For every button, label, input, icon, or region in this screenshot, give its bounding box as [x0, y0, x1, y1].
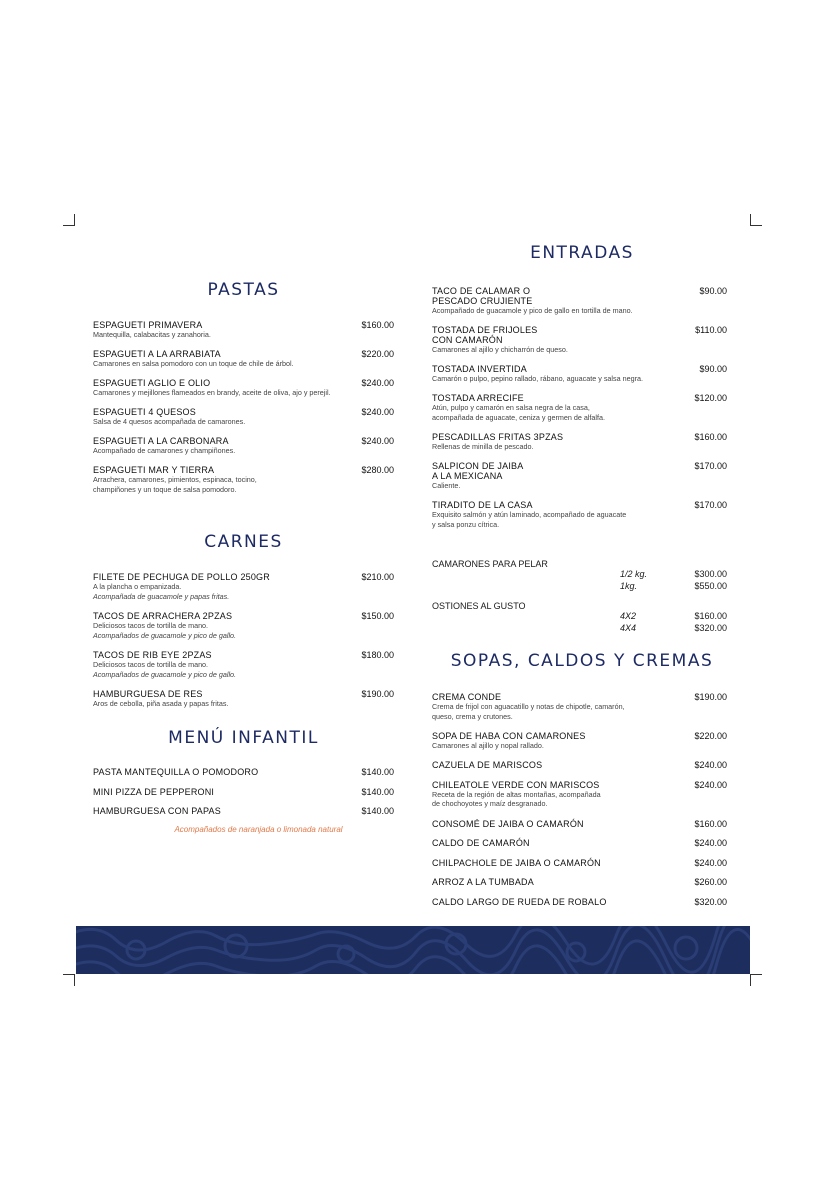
item-desc: Receta de la región de altas montañas, acompañada de chochoyotes y maíz desgranado. — [432, 789, 601, 808]
menu-item — [93, 378, 394, 407]
infantil-title: MENÚ INFANTIL — [168, 728, 319, 748]
item-price: $160.00 — [361, 320, 394, 330]
item-name: CHILPACHOLE DE JAIBA O CAMARÓN — [432, 857, 601, 868]
item-name: FILETE DE PECHUGA DE POLLO 250GR — [93, 572, 270, 582]
item-desc-accomp: Acompañada de guacamole y papas fritas. — [93, 591, 230, 601]
qty-1: 1/2 kg. — [620, 569, 648, 579]
qty-2: 1kg. — [620, 581, 638, 591]
item-price: $190.00 — [361, 689, 394, 699]
item-name: PESCADILLAS FRITAS 3PZAS — [432, 432, 564, 442]
item-price: $240.00 — [361, 407, 394, 417]
item-desc: Crema de frijol con aguacatillo y notas de chipotle, camarón, queso, crema y crutones. — [432, 702, 625, 721]
qty-2: 4X4 — [620, 623, 637, 633]
menu-item — [93, 349, 394, 378]
menu-item — [93, 689, 394, 718]
sopas-list — [432, 692, 727, 916]
item-name: PASTA MANTEQUILLA O POMODORO — [93, 767, 259, 777]
item-desc: Acompañado de camarones y champiñones. — [93, 446, 236, 455]
item-desc: Salsa de 4 quesos acompañada de camarones. — [93, 417, 246, 426]
item-name: ESPAGUETI AGLIO E OLIO — [93, 378, 211, 388]
camarones-block — [432, 559, 727, 591]
menu-item — [432, 393, 727, 432]
menu-item — [432, 819, 727, 839]
item-desc: A la plancha o empanizada. — [93, 582, 182, 591]
item-price: $140.00 — [361, 767, 394, 777]
menu-item — [432, 858, 727, 878]
item-price: $240.00 — [694, 779, 727, 790]
item-desc: Camarón o pulpo, pepino rallado, rábano, aguacate y salsa negra. — [432, 374, 643, 383]
crop-mark-top-left-h — [63, 225, 75, 226]
item-desc: Camarones al ajillo y chicharrón de queso. — [432, 345, 568, 354]
item-price: $240.00 — [694, 857, 727, 868]
menu-item — [432, 325, 727, 364]
menu-item — [93, 806, 394, 826]
item-price: $240.00 — [361, 436, 394, 446]
price-2: $320.00 — [694, 623, 727, 633]
qty-1: 4X2 — [620, 611, 637, 621]
item-name: HAMBURGUESA CON PAPAS — [93, 806, 221, 816]
carnes-title: CARNES — [204, 532, 283, 552]
price-2: $550.00 — [694, 581, 727, 591]
item-price: $240.00 — [694, 760, 727, 770]
item-price: $320.00 — [694, 896, 727, 907]
menu-item — [93, 767, 394, 787]
item-desc: Arrachera, camarones, pimientos, espinaca, tocino, champiñones y un toque de salsa pomodoro. — [93, 475, 257, 494]
item-price: $160.00 — [694, 432, 727, 442]
infantil-note: Acompañados de naranjada o limonada natural — [174, 825, 343, 834]
item-price: $170.00 — [694, 500, 727, 510]
menu-item — [93, 611, 394, 650]
item-desc-accomp: Acompañados de guacamole y pico de gallo. — [93, 630, 237, 640]
menu-item — [432, 731, 727, 760]
menu-item — [93, 650, 394, 689]
item-desc-accomp: Acompañados de guacamole y pico de gallo. — [93, 669, 237, 679]
item-price: $140.00 — [361, 786, 394, 797]
item-name: SOPA DE HABA CON CAMARONES — [432, 731, 586, 741]
crop-mark-top-right-h — [750, 225, 762, 226]
item-name: ESPAGUETI PRIMAVERA — [93, 320, 203, 330]
pastas-title: PASTAS — [207, 280, 280, 300]
sopas-title: SOPAS, CALDOS Y CREMAS — [450, 651, 714, 671]
item-name: ESPAGUETI A LA ARRABIATA — [93, 349, 221, 359]
crop-mark-bottom-left — [74, 974, 75, 986]
item-name: CREMA CONDE — [432, 692, 502, 702]
menu-item — [93, 320, 394, 349]
ostiones-block — [432, 601, 727, 637]
item-price: $170.00 — [694, 461, 727, 471]
infantil-list — [93, 767, 394, 826]
item-desc: Deliciosos tacos de tortilla de mano. — [93, 660, 209, 669]
item-desc: Camarones en salsa pomodoro con un toque de chile de árbol. — [93, 359, 294, 368]
item-name: CAMARONES PARA PELAR — [432, 559, 548, 569]
item-name: TACOS DE RIB EYE 2PZAS — [93, 650, 212, 660]
menu-item — [432, 877, 727, 897]
item-name: OSTIONES AL GUSTO — [432, 601, 526, 611]
pastas-list — [93, 320, 394, 503]
item-name: CALDO DE CAMARÓN — [432, 838, 530, 848]
crop-mark-bottom-right-h — [750, 974, 762, 975]
item-desc: Exquisito salmón y atún laminado, acompañado de aguacate y salsa ponzu cítrica. — [432, 510, 627, 529]
menu-item — [93, 787, 394, 807]
entradas-list — [432, 286, 727, 539]
menu-item — [432, 364, 727, 393]
item-name: TOSTADA INVERTIDA — [432, 364, 527, 374]
menu-item — [432, 500, 727, 539]
item-desc: Acompañado de guacamole y pico de gallo en tortilla de mano. — [432, 306, 633, 315]
item-price: $220.00 — [694, 731, 727, 741]
menu-item — [432, 780, 727, 819]
item-name: TOSTADA ARRECIFE — [432, 393, 524, 403]
item-name: CALDO LARGO DE RUEDA DE ROBALO — [432, 896, 607, 907]
item-name: ESPAGUETI MAR Y TIERRA — [93, 465, 215, 475]
item-name: ARROZ A LA TUMBADA — [432, 877, 534, 887]
menu-item — [432, 286, 727, 325]
menu-item — [93, 465, 394, 503]
item-price: $260.00 — [694, 877, 727, 887]
menu-item — [432, 692, 727, 731]
item-name: ESPAGUETI 4 QUESOS — [93, 407, 196, 417]
item-price: $190.00 — [694, 692, 727, 702]
price-1: $160.00 — [694, 611, 727, 621]
item-name: MINI PIZZA DE PEPPERONI — [93, 786, 215, 797]
item-desc: Camarones y mejillones flameados en brandy, aceite de oliva, ajo y perejil. — [93, 388, 331, 397]
item-desc: Caliente. — [432, 481, 461, 490]
item-name: CHILEATOLE VERDE CON MARISCOS — [432, 779, 600, 790]
item-name: TACOS DE ARRACHERA 2PZAS — [93, 611, 233, 621]
menu-item — [93, 436, 394, 465]
item-name: CAZUELA DE MARISCOS — [432, 760, 543, 770]
item-price: $90.00 — [699, 286, 727, 296]
menu-item — [93, 572, 394, 611]
item-price: $220.00 — [361, 349, 394, 359]
item-price: $240.00 — [694, 838, 727, 848]
crop-mark-bottom-left-h — [63, 974, 75, 975]
menu-item — [432, 461, 727, 500]
item-name: ESPAGUETI A LA CARBONARA — [93, 436, 229, 446]
item-price: $140.00 — [361, 806, 394, 816]
item-price: $90.00 — [699, 364, 727, 374]
item-desc: Rellenas de minilla de pescado. — [432, 442, 534, 451]
item-name: SALPICON DE JAIBA A LA MEXICANA — [432, 461, 524, 481]
menu-item — [432, 838, 727, 858]
item-desc: Deliciosos tacos de tortilla de mano. — [93, 621, 209, 630]
decorative-pattern-band — [76, 926, 750, 974]
price-1: $300.00 — [694, 569, 727, 579]
menu-item — [432, 760, 727, 780]
crop-mark-bottom-right — [750, 974, 751, 986]
menu-item — [93, 407, 394, 436]
item-name: CONSOMÉ DE JAIBA O CAMARÓN — [432, 818, 584, 829]
menu-item — [432, 432, 727, 461]
item-price: $150.00 — [361, 611, 394, 621]
item-price: $160.00 — [694, 818, 727, 829]
item-price: $240.00 — [361, 378, 394, 388]
entradas-title: ENTRADAS — [530, 243, 634, 263]
item-desc: Aros de cebolla, piña asada y papas fritas. — [93, 699, 229, 708]
carnes-list — [93, 572, 394, 718]
item-price: $280.00 — [361, 465, 394, 475]
item-desc: Camarones al ajillo y nopal rallado. — [432, 741, 544, 750]
item-price: $180.00 — [361, 650, 394, 660]
wave-pattern-icon — [76, 926, 750, 974]
item-name: HAMBURGUESA DE RES — [93, 689, 203, 699]
item-name: TIRADITO DE LA CASA — [432, 500, 533, 510]
item-name: TOSTADA DE FRIJOLES CON CAMARÓN — [432, 325, 538, 345]
item-name: TACO DE CALAMAR O PESCADO CRUJIENTE — [432, 286, 533, 306]
item-desc: Atún, pulpo y camarón en salsa negra de la casa, acompañada de aguacate, ceniza y germen de alfalfa. — [432, 403, 606, 422]
item-price: $120.00 — [694, 393, 727, 403]
item-price: $210.00 — [361, 572, 394, 582]
item-desc: Mantequilla, calabacitas y zanahoria. — [93, 330, 211, 339]
menu-item — [432, 897, 727, 917]
item-price: $110.00 — [695, 325, 727, 335]
